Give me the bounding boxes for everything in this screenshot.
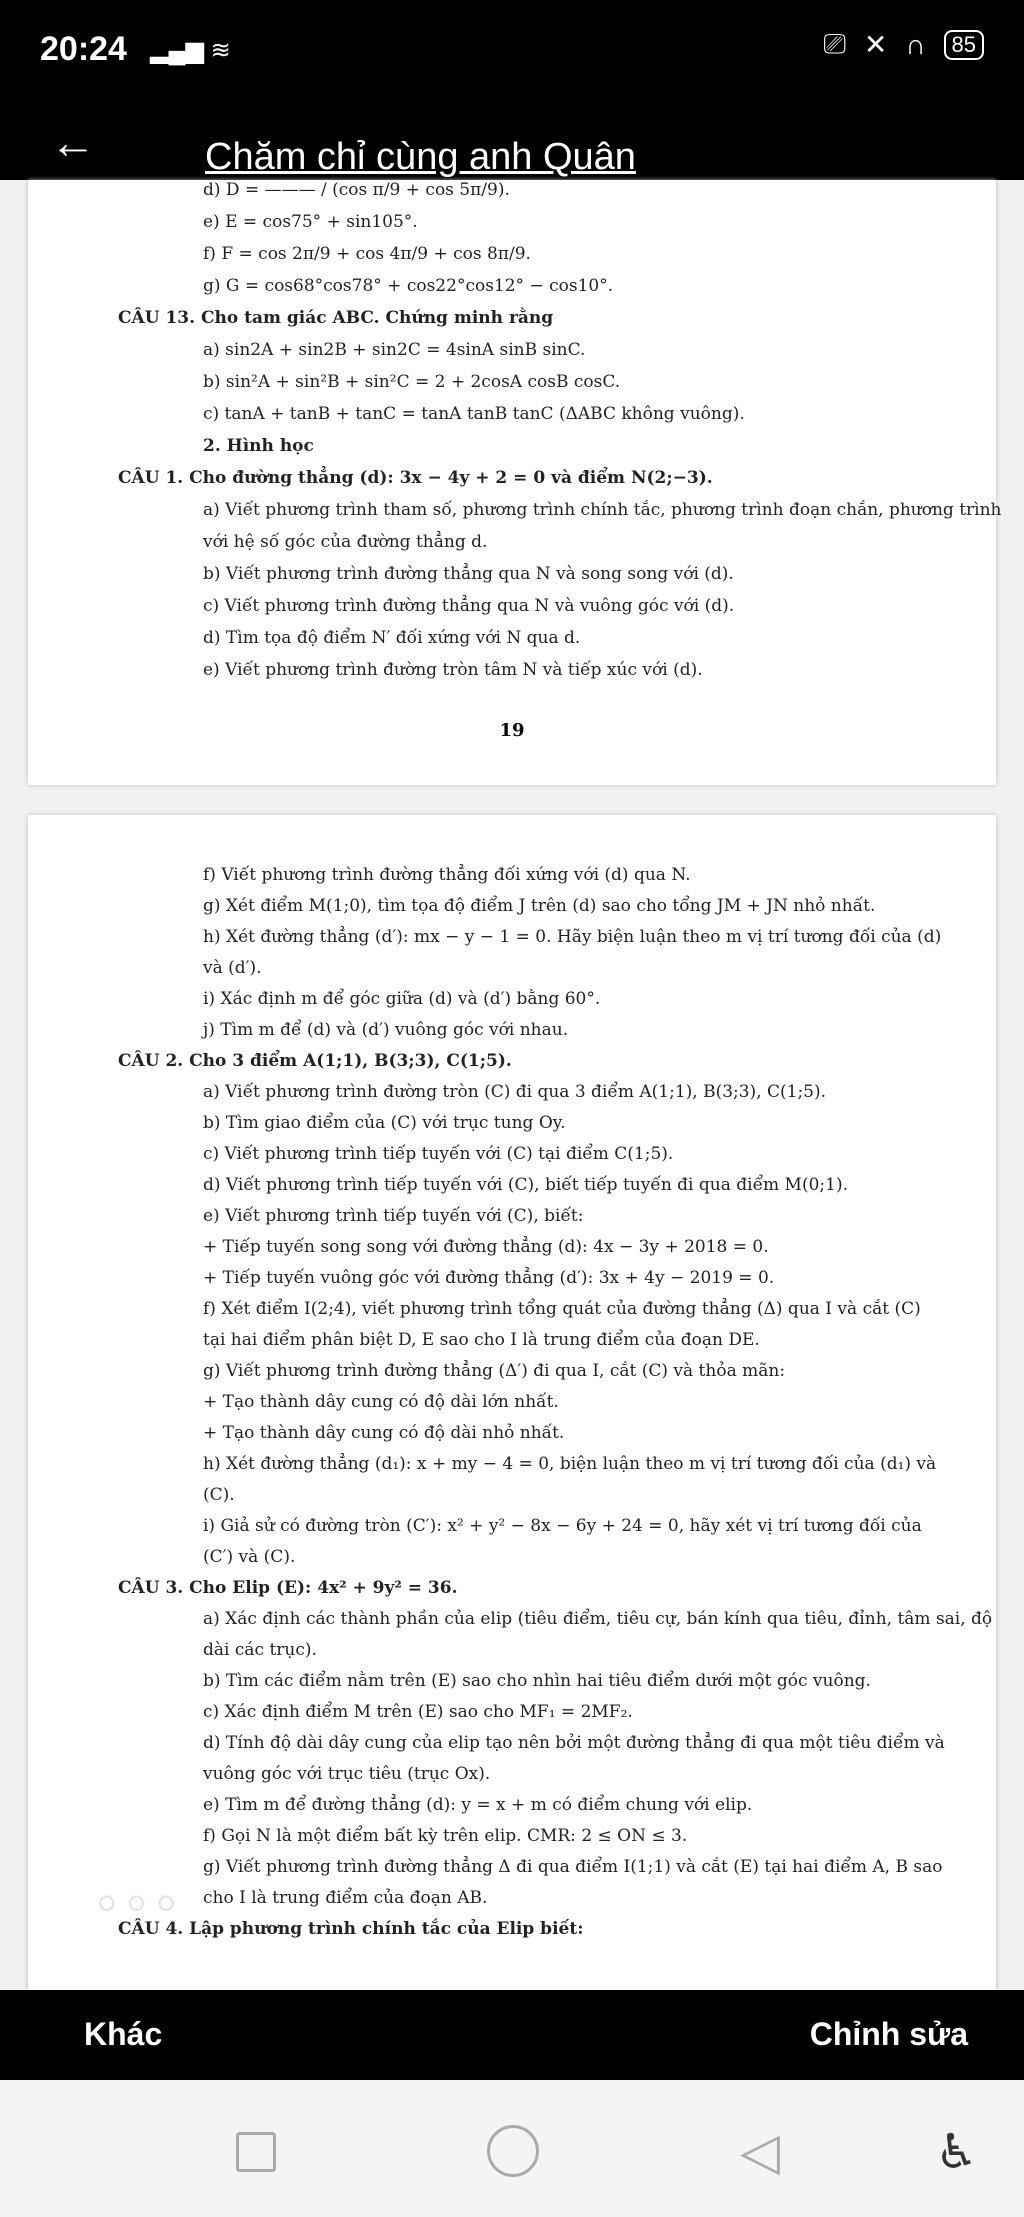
text-line: 2. Hình học [203, 436, 314, 456]
text-line: i) Giả sử có đường tròn (C′): x² + y² − 8x − 6y + 24 = 0, hãy xét vị trí tương đối của [203, 1516, 922, 1536]
back-icon[interactable]: ◁ [740, 2122, 780, 2182]
text-line: tại hai điểm phân biệt D, E sao cho I là trung điểm của đoạn DE. [203, 1330, 760, 1350]
text-line: d) Tìm tọa độ điểm N′ đối xứng với N qua d. [203, 628, 581, 648]
header-title: Chăm chỉ cùng anh Quân [205, 136, 636, 178]
text-line: g) Viết phương trình đường thẳng (Δ′) đi qua I, cắt (C) và thỏa mãn: [203, 1361, 786, 1381]
text-line: a) sin2A + sin2B + sin2C = 4sinA sinB sinC. [203, 340, 586, 360]
app-header [0, 100, 1024, 180]
status-icons [824, 28, 984, 61]
text-line: a) Viết phương trình đường tròn (C) đi qua 3 điểm A(1;1), B(3;3), C(1;5). [203, 1082, 827, 1102]
text-line: d) D = ——— / (cos π/9 + cos 5π/9). [203, 180, 510, 200]
text-line: + Tạo thành dây cung có độ dài nhỏ nhất. [203, 1423, 565, 1443]
more-options-icon[interactable]: ••• [95, 1882, 184, 1928]
text-line: j) Tìm m để (d) và (d′) vuông góc với nhau. [203, 1020, 569, 1040]
text-line: b) Tìm giao điểm của (C) với trục tung Oy. [203, 1113, 566, 1133]
text-line: c) Xác định điểm M trên (E) sao cho MF₁ = 2MF₂. [203, 1702, 633, 1722]
text-line: vuông góc với trục tiêu (trục Ox). [203, 1764, 491, 1784]
text-line: e) Tìm m để đường thẳng (d): y = x + m có điểm chung với elip. [203, 1795, 753, 1815]
back-arrow-icon[interactable]: ← [50, 116, 96, 168]
text-line: e) Viết phương trình đường tròn tâm N và tiếp xúc với (d). [203, 660, 703, 680]
other-button[interactable]: Khác [84, 2016, 163, 2052]
text-line: với hệ số góc của đường thẳng d. [203, 532, 488, 552]
battery-icon: 85 [944, 30, 984, 60]
status-time: 20:24 [40, 30, 127, 68]
edit-button[interactable]: Chỉnh sửa [809, 2016, 968, 2052]
text-line: e) Viết phương trình tiếp tuyến với (C), biết: [203, 1206, 584, 1226]
text-line: + Tiếp tuyến vuông góc với đường thẳng (d′): 3x + 4y − 2019 = 0. [203, 1268, 775, 1288]
text-line: dài các trục). [203, 1640, 317, 1660]
text-line: (C′) và (C). [203, 1547, 296, 1567]
text-line: d) Viết phương trình tiếp tuyến với (C), biết tiếp tuyến đi qua điểm M(0;1). [203, 1175, 848, 1195]
text-line: c) Viết phương trình tiếp tuyến với (C) tại điểm C(1;5). [203, 1144, 674, 1164]
text-line: f) Gọi N là một điểm bất kỳ trên elip. CMR: 2 ≤ ON ≤ 3. [203, 1826, 688, 1846]
text-line: f) F = cos 2π/9 + cos 4π/9 + cos 8π/9. [203, 244, 531, 264]
text-line: f) Viết phương trình đường thẳng đối xứng với (d) qua N. [203, 865, 691, 885]
text-line: e) E = cos75° + sin105°. [203, 212, 418, 232]
headset-icon: ∩ [905, 28, 926, 60]
status-bar [0, 0, 1024, 100]
text-line: d) Tính độ dài dây cung của elip tạo nên bởi một đường thẳng đi qua một tiêu điểm và [203, 1733, 945, 1753]
text-line: + Tạo thành dây cung có độ dài lớn nhất. [203, 1392, 559, 1412]
cast-icon: ⎚ [823, 28, 846, 59]
accessibility-icon[interactable]: ♿ [935, 2124, 979, 2180]
text-line: CÂU 4. Lập phương trình chính tắc của Elip biết: [118, 1919, 584, 1939]
text-line: CÂU 13. Cho tam giác ABC. Chứng minh rằng [118, 308, 554, 328]
text-line: h) Xét đường thẳng (d₁): x + my − 4 = 0, biện luận theo m vị trí tương đối của (d₁) và [203, 1454, 937, 1474]
text-line: CÂU 1. Cho đường thẳng (d): 3x − 4y + 2 = 0 và điểm N(2;−3). [118, 468, 713, 488]
text-line: g) Xét điểm M(1;0), tìm tọa độ điểm J trên (d) sao cho tổng JM + JN nhỏ nhất. [203, 896, 876, 916]
text-line: h) Xét đường thẳng (d′): mx − y − 1 = 0. Hãy biện luận theo m vị trí tương đối của (d) [203, 927, 942, 947]
text-line: cho I là trung điểm của đoạn AB. [203, 1888, 488, 1908]
text-line: (C). [203, 1485, 235, 1505]
page-number: 19 [499, 720, 525, 741]
text-line: c) Viết phương trình đường thẳng qua N và vuông góc với (d). [203, 596, 735, 616]
signal-icon: ▂▄▆ ≋ [150, 37, 231, 64]
system-nav-bar [0, 2080, 1024, 2217]
text-line: i) Xác định m để góc giữa (d) và (d′) bằng 60°. [203, 989, 601, 1009]
text-line: g) Viết phương trình đường thẳng Δ đi qua điểm I(1;1) và cắt (E) tại hai điểm A, B sao [203, 1857, 943, 1877]
text-line: c) tanA + tanB + tanC = tanA tanB tanC (ΔABC không vuông). [203, 404, 745, 424]
text-line: b) Viết phương trình đường thẳng qua N và song song với (d). [203, 564, 734, 584]
text-line: a) Xác định các thành phần của elip (tiêu điểm, tiêu cự, bán kính qua tiêu, đỉnh, tâm sai, độ [203, 1609, 993, 1629]
text-line: b) sin²A + sin²B + sin²C = 2 + 2cosA cosB cosC. [203, 372, 621, 392]
text-line: a) Viết phương trình tham số, phương trình chính tắc, phương trình đoạn chắn, phương trình [203, 500, 1002, 520]
text-line: f) Xét điểm I(2;4), viết phương trình tổng quát của đường thẳng (Δ) qua I và cắt (C) [203, 1299, 921, 1319]
text-line: b) Tìm các điểm nằm trên (E) sao cho nhìn hai tiêu điểm dưới một góc vuông. [203, 1671, 871, 1691]
document-page-2 [28, 815, 996, 1990]
text-line: g) G = cos68°cos78° + cos22°cos12° − cos10°. [203, 276, 614, 296]
document-page-1 [28, 180, 1002, 785]
text-line: và (d′). [203, 958, 262, 978]
mute-icon: ✕ [863, 29, 888, 60]
text-line: CÂU 3. Cho Elip (E): 4x² + 9y² = 36. [118, 1578, 458, 1598]
text-line: CÂU 2. Cho 3 điểm A(1;1), B(3;3), C(1;5). [118, 1051, 512, 1071]
recent-apps-icon[interactable] [236, 2132, 276, 2172]
home-icon[interactable] [487, 2125, 539, 2177]
text-line: + Tiếp tuyến song song với đường thẳng (d): 4x − 3y + 2018 = 0. [203, 1237, 769, 1257]
bottom-action-bar [0, 1990, 1024, 2080]
